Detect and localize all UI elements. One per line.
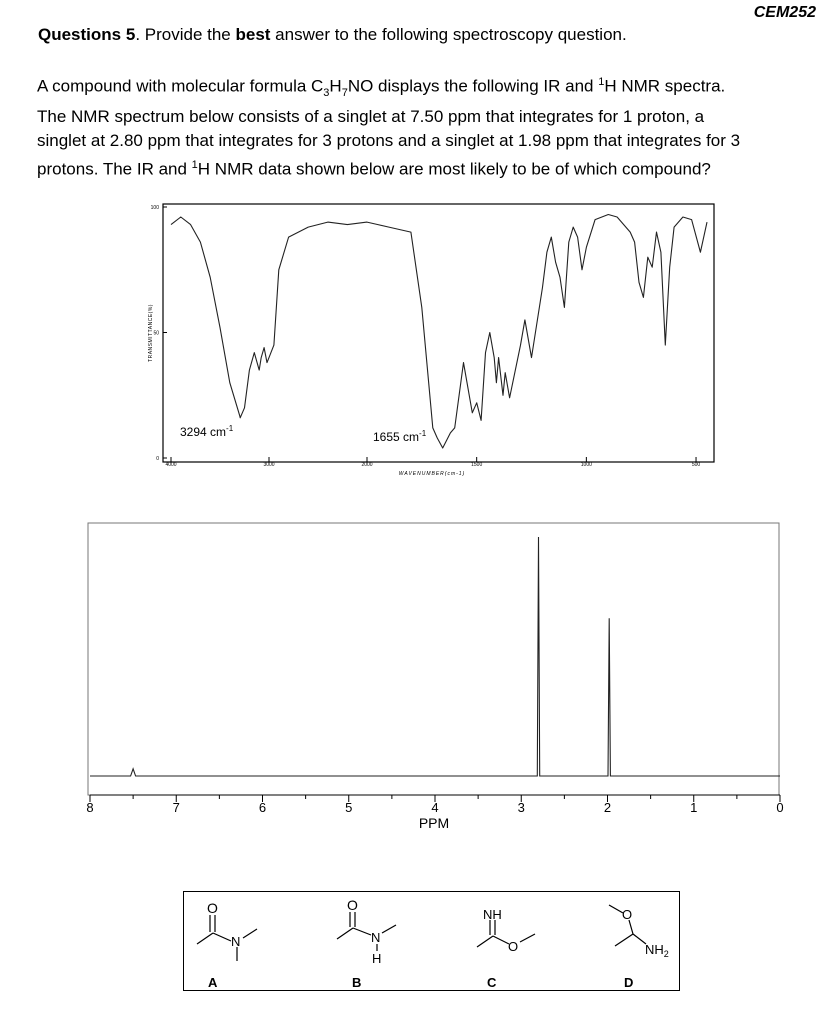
ir-x-tick-label: 2000 <box>361 462 373 468</box>
ir-spectrum-line <box>171 215 707 449</box>
ir-x-tick-label: 1500 <box>471 462 483 468</box>
ir-spectrum-chart <box>0 190 830 490</box>
ir-x-tick-label: 4000 <box>165 462 177 468</box>
formula-h-sub: 7 <box>341 87 348 100</box>
question-body <box>37 70 817 182</box>
nmr-xlabel: PPM <box>418 815 450 831</box>
ir-plot-frame <box>163 204 714 462</box>
course-code: CEM252 <box>753 4 816 21</box>
nmr-x-tick-label: 0 <box>776 800 784 815</box>
nmr-x-tick-label: 1 <box>690 800 698 815</box>
structure-c-oxygen: O <box>508 939 519 954</box>
structure-d-nh: NH <box>645 942 664 957</box>
nmr-x-tick-label: 7 <box>172 800 180 815</box>
structure-d-sub: 2 <box>663 949 669 959</box>
para-line-1 <box>37 70 817 105</box>
para-line-4b: H NMR data shown below are most likely to be of which compound? <box>197 159 711 179</box>
para-line-1-tail: H NMR spectra. <box>604 76 726 96</box>
answer-choices-box <box>183 891 680 991</box>
para-line-3: singlet at 2.80 ppm that integrates for 3 protons and a singlet at 1.98 ppm that integrates for 3 <box>37 131 741 151</box>
ir-x-tick-label: 500 <box>691 462 701 468</box>
para-line-4 <box>37 153 817 182</box>
formula-tail: NO displays the following IR and <box>347 76 599 96</box>
nmr-plot-frame <box>88 523 779 795</box>
isotope-sup-2: 1 <box>191 159 198 172</box>
ir-annotation-3294: 3294 $cm^{-1}$ <box>180 424 234 439</box>
structure-b-nitrogen: N <box>371 930 381 945</box>
question-heading <box>38 25 627 45</box>
answer-label-d[interactable]: D <box>624 975 634 990</box>
answer-structures <box>184 892 681 992</box>
structure-d-nh2 <box>645 942 669 959</box>
question-rest: answer to the following spectroscopy question. <box>270 25 627 44</box>
ir-ylabel: TRANSMITTANCE(%) <box>148 304 154 362</box>
ir-y-tick-label: 100 <box>150 205 159 211</box>
nmr-x-tick-label: 4 <box>431 800 439 815</box>
structure-a-nitrogen: N <box>231 934 241 949</box>
isotope-sup-1: 1 <box>598 76 605 88</box>
ir-x-tick-label: 3000 <box>263 462 275 468</box>
ir-annotation-1655: 1655 $cm^{-1}$ <box>373 429 427 444</box>
formula-h: H <box>329 76 342 96</box>
structure-c-nh: NH <box>483 907 502 922</box>
nmr-x-tick-label: 2 <box>603 800 612 815</box>
ir-y-tick-label: 0 <box>156 456 159 462</box>
structure-a-oxygen: O <box>207 900 218 916</box>
question-sep: . Provide the <box>135 25 236 44</box>
structure-a[interactable] <box>197 915 257 961</box>
question-emph: best <box>235 25 271 44</box>
para-line-2: The NMR spectrum below consists of a singlet at 7.50 ppm that integrates for 1 proton, a <box>37 107 705 127</box>
answer-label-c[interactable]: C <box>487 975 497 990</box>
answer-label-a[interactable]: A <box>208 975 218 990</box>
formula-c-sub: 3 <box>323 87 330 100</box>
nmr-spectrum-chart <box>0 515 830 835</box>
ir-y-tick-label: 50 <box>153 330 159 337</box>
nmr-spectrum-line <box>90 537 780 776</box>
formula-prefix: A compound with molecular formula C <box>37 76 324 96</box>
answer-label-b[interactable]: B <box>352 975 362 990</box>
structure-d-oxygen: O <box>622 907 633 922</box>
structure-b-oxygen: O <box>347 897 358 913</box>
ir-x-axis-caption: WAVENUMBER(cm-1) <box>398 471 466 477</box>
structure-b[interactable] <box>337 912 396 951</box>
nmr-x-tick-label: 3 <box>517 800 525 815</box>
ir-x-tick-label: 1000 <box>580 462 592 468</box>
nmr-x-tick-label: 5 <box>345 800 353 815</box>
structure-b-hydrogen: H <box>372 951 382 966</box>
nmr-x-tick-label: 6 <box>258 800 267 815</box>
para-line-4a: protons. The IR and <box>37 159 192 179</box>
structure-c[interactable] <box>477 920 535 947</box>
question-label: Questions 5 <box>38 25 136 44</box>
nmr-x-tick-label: 8 <box>86 800 94 815</box>
